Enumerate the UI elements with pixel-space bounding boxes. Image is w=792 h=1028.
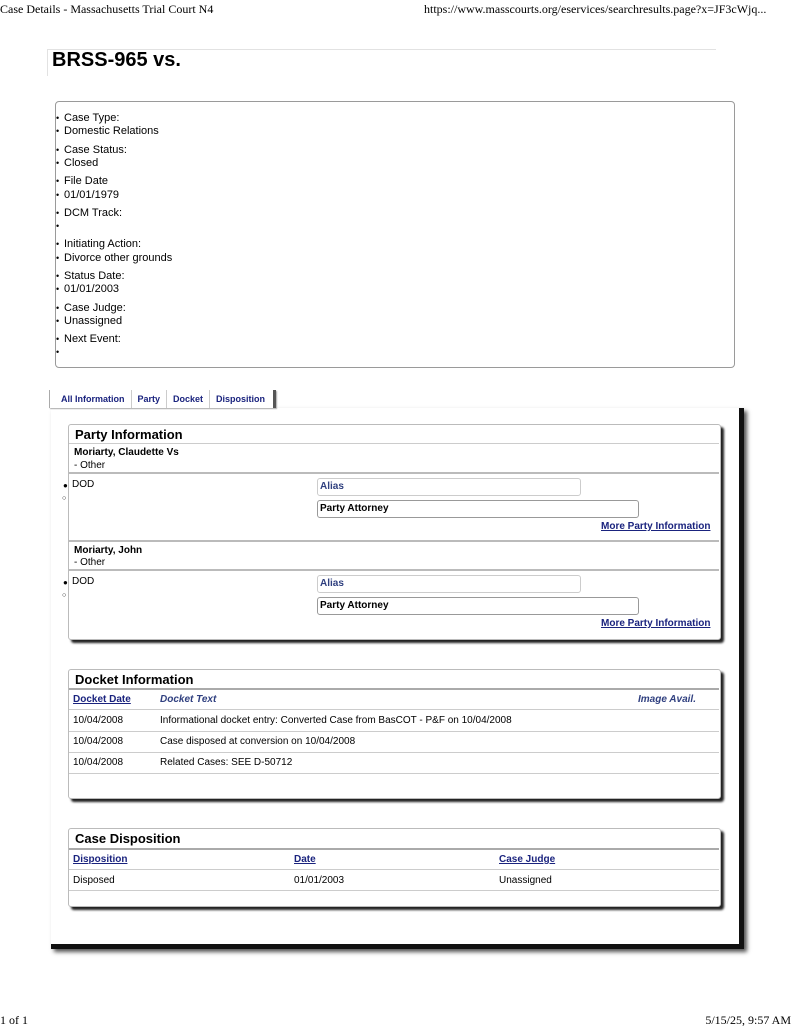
summary-value-case-type: Domestic Relations: [64, 125, 159, 137]
summary-label-file-date: File Date: [64, 175, 109, 187]
print-footer-page: 1 of 1: [0, 1013, 28, 1027]
summary-label-case-status: Case Status:: [64, 144, 127, 156]
bullet: ○: [62, 495, 67, 502]
disposition-judge-cell: Unassigned: [499, 875, 552, 886]
tab-disposition[interactable]: Disposition: [216, 394, 266, 404]
bullet: •: [56, 284, 60, 294]
docket-text-cell: Informational docket entry: Converted Case from BasCOT - P&F on 10/04/2008: [160, 715, 512, 726]
party-dod-label: DOD: [72, 479, 95, 490]
tab-bar: [49, 390, 276, 408]
bullet: ●: [63, 578, 68, 587]
more-party-information-link[interactable]: More Party Information: [601, 521, 711, 532]
bullet: ○: [62, 592, 67, 599]
summary-label-initiating-action: Initiating Action:: [64, 238, 142, 250]
tab-party[interactable]: Party: [132, 390, 168, 408]
party-attorney-box: Party Attorney: [317, 597, 639, 615]
party-alias-box: Alias: [317, 478, 581, 496]
divider: [69, 848, 719, 850]
summary-value-file-date: 01/01/1979: [64, 189, 120, 201]
image-available-column-header: Image Avail.: [638, 694, 696, 705]
panel-title: Docket Information: [75, 672, 194, 687]
divider: [69, 540, 719, 542]
summary-value-initiating-action: Divorce other grounds: [64, 252, 173, 264]
divider: [69, 688, 719, 690]
party-alias-box: Alias: [317, 575, 581, 593]
panel-title: Case Disposition: [75, 831, 181, 846]
bullet: •: [56, 334, 60, 344]
bullet: •: [56, 347, 60, 357]
bullet: •: [56, 176, 60, 186]
bullet: •: [56, 113, 60, 123]
summary-label-case-judge: Case Judge:: [64, 302, 126, 314]
party-name: Moriarty, Claudette Vs: [74, 447, 179, 458]
summary-label-status-date: Status Date:: [64, 270, 125, 282]
docket-date-cell: 10/04/2008: [73, 736, 124, 747]
panel-title: Party Information: [75, 427, 183, 442]
bullet: •: [56, 239, 60, 249]
print-footer-datetime: 5/15/25, 9:57 AM: [705, 1013, 791, 1027]
bullet: •: [56, 221, 60, 231]
bullet: •: [56, 271, 60, 281]
divider: [69, 731, 719, 732]
print-header-url: https://www.masscourts.org/eservices/searchresults.page?x=JF3cWjq...: [424, 2, 767, 16]
bullet: •: [56, 208, 60, 218]
divider: [69, 472, 719, 474]
divider: [69, 752, 719, 753]
divider: [69, 773, 719, 774]
docket-date-column-header[interactable]: Docket Date: [73, 694, 131, 705]
disposition-cell: Disposed: [73, 875, 115, 886]
bullet: •: [56, 303, 60, 313]
tab-docket[interactable]: Docket: [167, 390, 210, 408]
bullet: •: [56, 145, 60, 155]
party-role: - Other: [74, 557, 106, 568]
disposition-date-cell: 01/01/2003: [294, 875, 345, 886]
divider: [69, 569, 719, 571]
divider: [69, 709, 719, 710]
docket-text-cell: Related Cases: SEE D-50712: [160, 757, 293, 768]
case-disposition-panel: [68, 828, 721, 907]
tab-all-information[interactable]: All Information: [50, 390, 132, 408]
party-name: Moriarty, John: [74, 545, 143, 556]
case-judge-column-header[interactable]: Case Judge: [499, 854, 556, 865]
party-attorney-box: Party Attorney: [317, 500, 639, 518]
docket-text-column-header: Docket Text: [160, 694, 217, 705]
summary-value-status-date: 01/01/2003: [64, 283, 120, 295]
divider: [69, 869, 719, 870]
summary-label-case-type: Case Type:: [64, 112, 120, 124]
docket-date-cell: 10/04/2008: [73, 757, 124, 768]
summary-label-dcm-track: DCM Track:: [64, 207, 123, 219]
party-dod-label: DOD: [72, 576, 95, 587]
disposition-column-header[interactable]: Disposition: [73, 854, 128, 865]
docket-text-cell: Case disposed at conversion on 10/04/2008: [160, 736, 356, 747]
summary-value-case-judge: Unassigned: [64, 315, 123, 327]
bullet: •: [56, 316, 60, 326]
docket-date-cell: 10/04/2008: [73, 715, 124, 726]
case-summary-box: [55, 101, 735, 368]
date-column-header[interactable]: Date: [294, 854, 316, 865]
more-party-information-link[interactable]: More Party Information: [601, 618, 711, 629]
page-title: BRSS-965 vs.: [52, 49, 181, 71]
print-header-title: Case Details - Massachusetts Trial Court N4: [0, 2, 214, 16]
bullet: •: [56, 253, 60, 263]
summary-label-next-event: Next Event:: [64, 333, 121, 345]
bullet: ●: [63, 481, 68, 490]
party-role: - Other: [74, 460, 106, 471]
summary-value-case-status: Closed: [64, 157, 99, 169]
bullet: •: [56, 190, 60, 200]
bullet: •: [56, 158, 60, 168]
bullet: •: [56, 126, 60, 136]
divider: [69, 890, 719, 891]
divider: [69, 443, 719, 444]
